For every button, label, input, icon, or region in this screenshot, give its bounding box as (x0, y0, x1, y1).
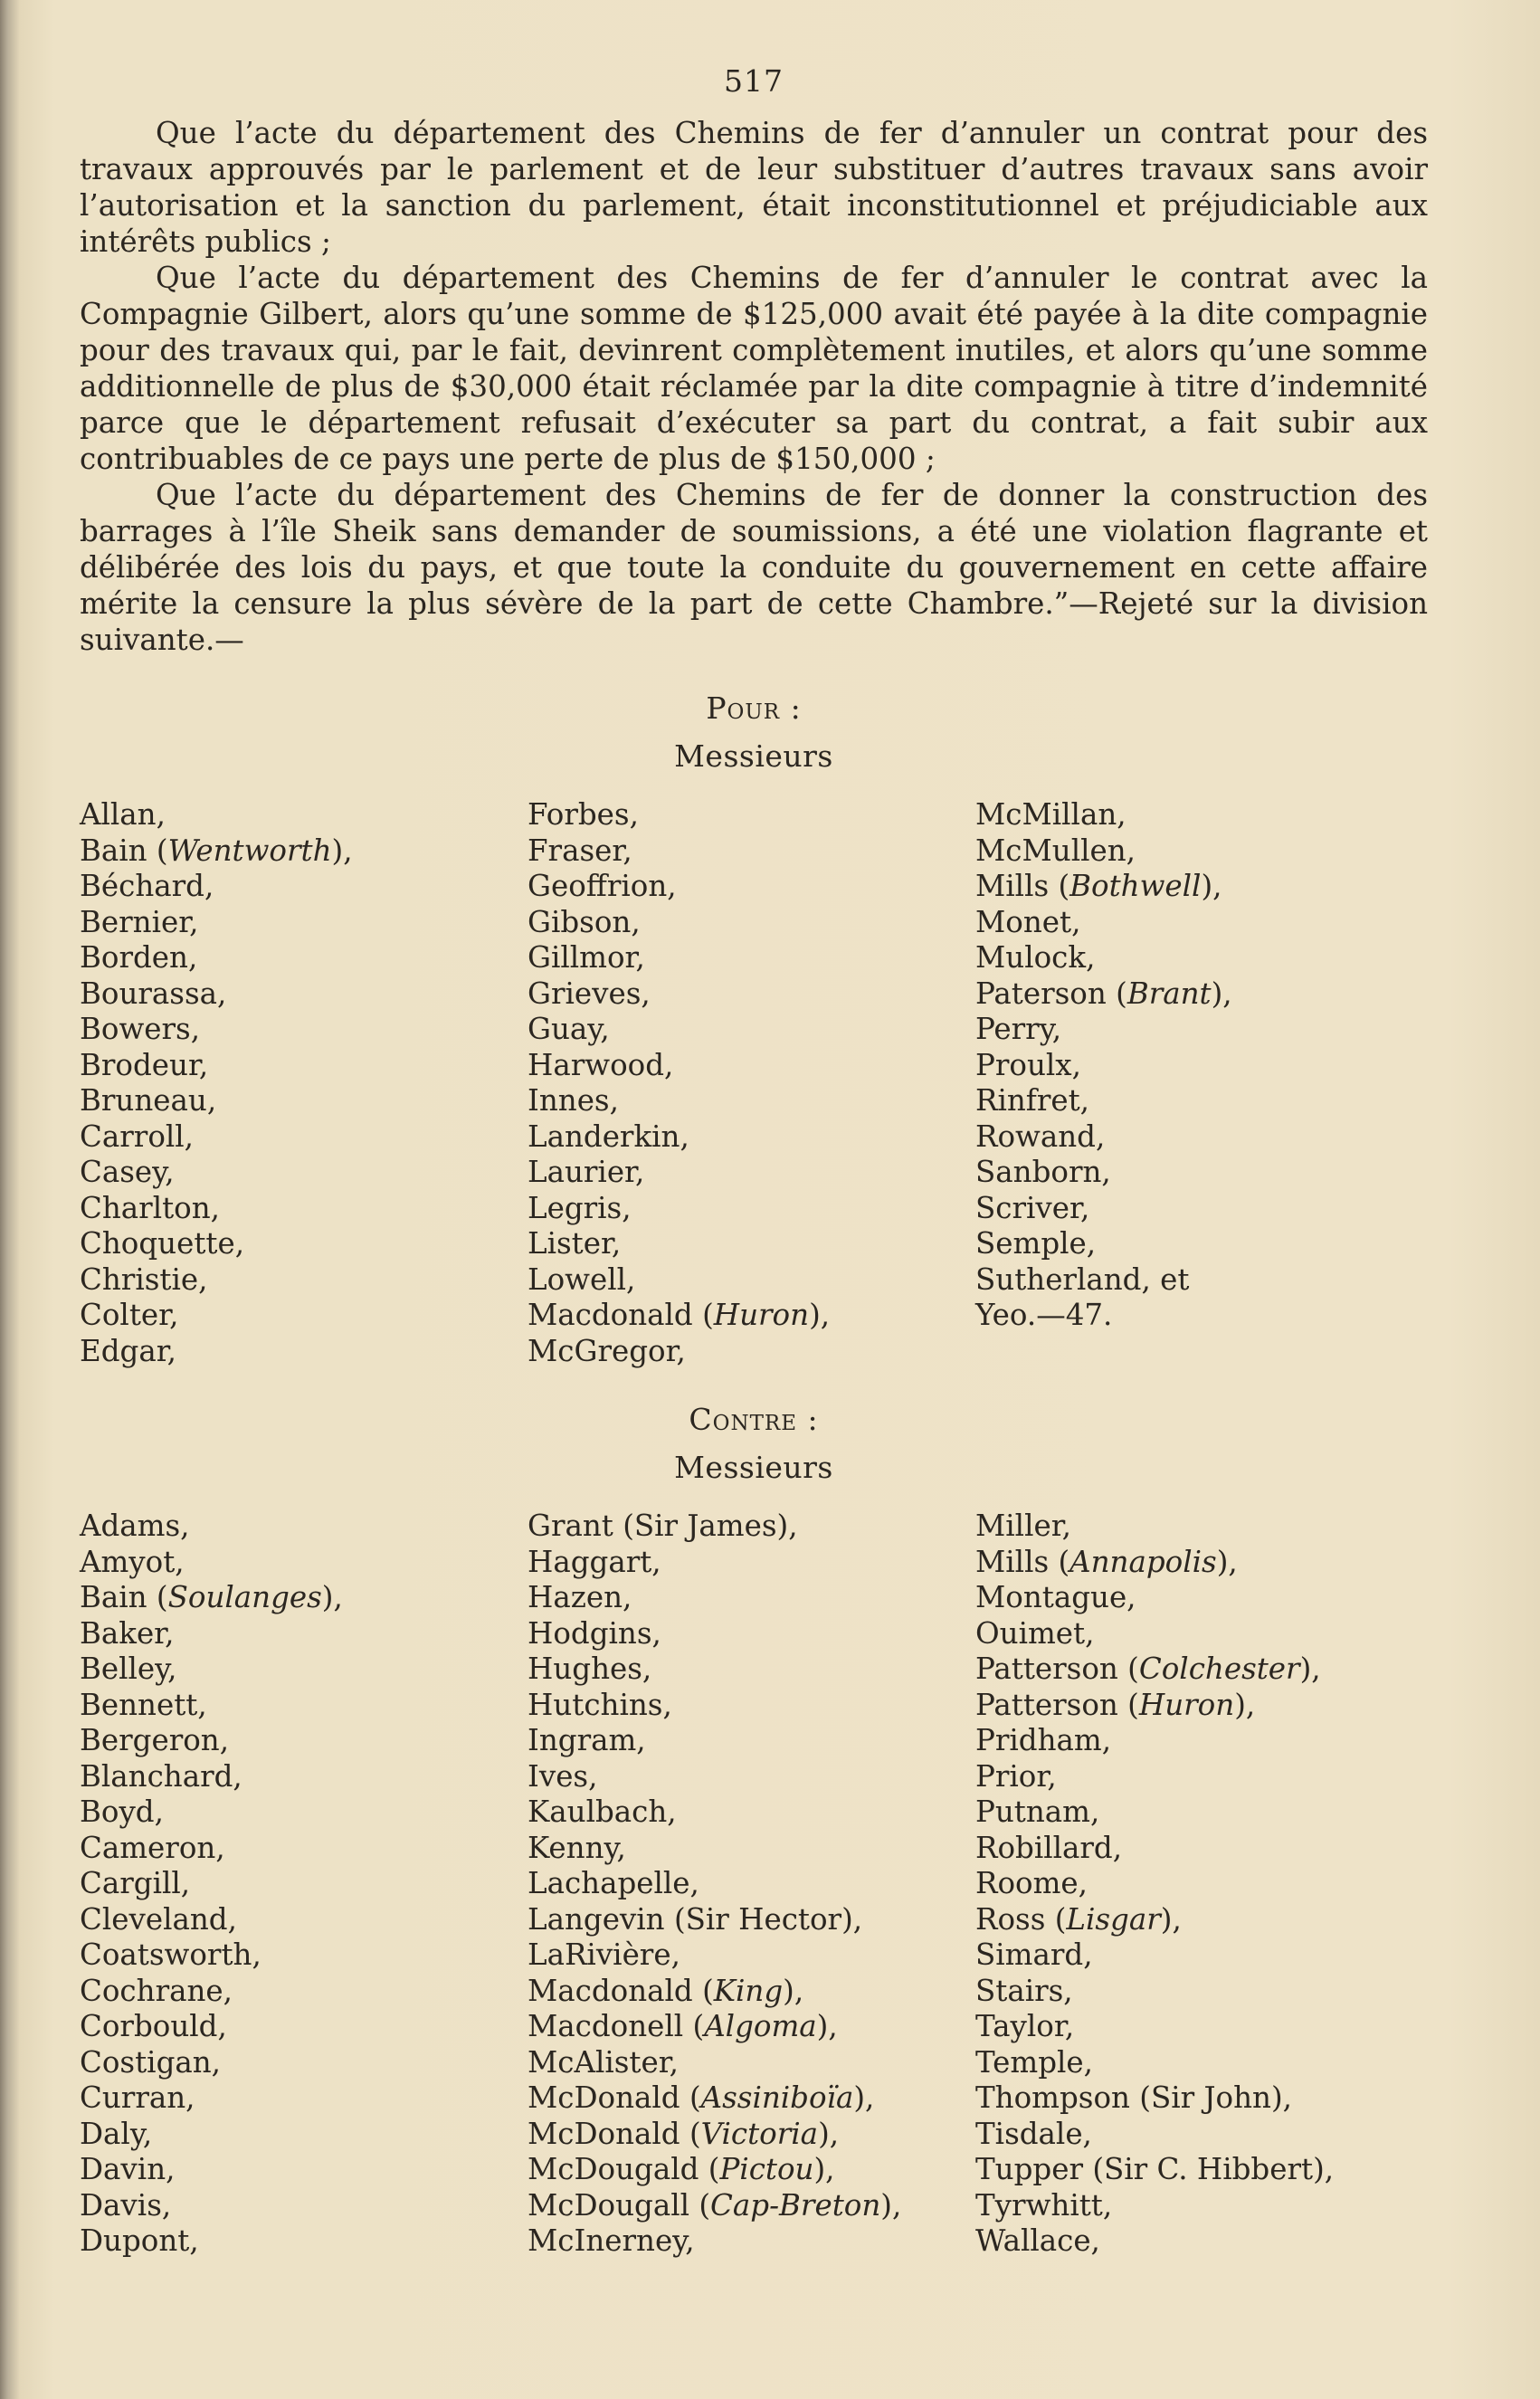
member-surname: Forbes, (528, 797, 639, 832)
member-punctuation: ), (1216, 1544, 1238, 1579)
member-surname: Davis, (80, 2187, 172, 2223)
paragraph-2: Que l’acte du département des Chemins de fer d’annuler le contrat avec la Compagnie Gilbert, alors qu’une somme de $125,000 avait été payée à la dite compagnie pour des travaux qui, par le fait, devinrent complètement inutiles, et alors qu’une somme additionnelle de plus de $30,000 était réclamée par la dite compagnie à titre d’indemnité parce que le département refusait d’exécuter sa part du contrat, a fait subir aux contribuables de ce pays une perte de plus de $150,000 ; (80, 261, 1428, 476)
member-surname: Tupper (Sir C. Hibbert), (975, 2152, 1335, 2186)
member-surname: Patterson ( (975, 1687, 1139, 1722)
member-riding: Soulanges (167, 1580, 322, 1614)
member-surname: Cargill, (80, 1866, 191, 1900)
pour-member-name (80, 1012, 528, 1048)
contre-member-name (528, 1794, 975, 1831)
member-surname: McInerney, (528, 2223, 695, 2258)
member-surname: Grieves, (528, 976, 651, 1011)
member-riding: Huron (713, 1298, 810, 1332)
member-surname: Pridham, (975, 1723, 1112, 1757)
member-punctuation: ), (1160, 1901, 1182, 1937)
pour-member-name (80, 797, 528, 833)
member-surname: Prior, (975, 1758, 1057, 1794)
member-surname: Brodeur, (80, 1047, 209, 1082)
contre-member-name (528, 1974, 975, 2010)
contre-member-name (80, 1902, 528, 1938)
member-punctuation: ), (818, 2116, 840, 2151)
member-surname: McMullen, (975, 833, 1136, 868)
contre-member-name (528, 2223, 975, 2260)
member-surname: Stairs, (975, 1973, 1073, 2008)
member-riding: Annapolis (1069, 1544, 1217, 1579)
member-riding: Huron (1138, 1687, 1235, 1722)
member-surname: Ingram, (528, 1723, 646, 1757)
page-content (80, 63, 1428, 2260)
member-surname: Laurier, (528, 1155, 645, 1189)
member-surname: Miller, (975, 1509, 1071, 1543)
contre-member-name (975, 2045, 1428, 2081)
contre-member-name (80, 1688, 528, 1724)
contre-member-name (528, 1831, 975, 1867)
member-surname: McDonald ( (528, 2116, 701, 2151)
contre-member-name (975, 2080, 1428, 2117)
member-surname: Guay, (528, 1012, 610, 1046)
member-surname: Lister, (528, 1226, 622, 1261)
member-surname: McGregor, (528, 1333, 686, 1368)
pour-member-name (528, 1155, 975, 1191)
page-number: 517 (724, 63, 784, 99)
member-surname: Simard, (975, 1937, 1093, 1972)
member-surname: Robillard, (975, 1830, 1123, 1865)
contre-member-name (528, 1688, 975, 1724)
member-surname: Roome, (975, 1866, 1088, 1900)
contre-member-name (80, 1652, 528, 1688)
contre-member-name (528, 1866, 975, 1902)
contre-member-name (80, 1616, 528, 1652)
pour-member-name (528, 1262, 975, 1299)
member-surname: Bruneau, (80, 1083, 217, 1118)
pour-member-name (80, 1191, 528, 1227)
contre-member-name (528, 2080, 975, 2117)
member-surname: Landerkin, (528, 1119, 689, 1154)
member-surname: Cochrane, (80, 1973, 233, 2008)
contre-heading (80, 1402, 1428, 1437)
member-surname: Sanborn, (975, 1155, 1111, 1189)
member-surname: Grant (Sir James), (528, 1509, 798, 1543)
pour-member-name (975, 797, 1428, 833)
pour-member-name (80, 1262, 528, 1299)
pour-member-name (528, 1334, 975, 1370)
contre-member-name (528, 2045, 975, 2081)
pour-member-name (528, 905, 975, 941)
member-surname: Kenny, (528, 1830, 626, 1865)
contre-member-name (975, 1652, 1428, 1688)
pour-column-1 (80, 797, 528, 1369)
member-surname: Hazen, (528, 1580, 632, 1614)
member-surname: Casey, (80, 1155, 175, 1189)
contre-member-name (975, 1866, 1428, 1902)
contre-messieurs: Messieurs (674, 1450, 833, 1485)
member-surname: Hodgins, (528, 1615, 661, 1651)
contre-member-name (528, 1759, 975, 1795)
contre-member-name (975, 1937, 1428, 1974)
member-surname: Bergeron, (80, 1723, 230, 1757)
contre-member-name (80, 2188, 528, 2224)
contre-member-name (80, 1723, 528, 1759)
pour-member-name (80, 940, 528, 976)
contre-names-list (80, 1509, 1428, 2260)
contre-block (80, 1402, 1428, 2260)
pour-member-name (975, 1226, 1428, 1262)
contre-member-name (975, 1509, 1428, 1545)
pour-member-name (528, 1083, 975, 1119)
paragraph-1: Que l’acte du département des Chemins de fer d’annuler un contrat pour des travaux approuvés par le parlement et de leur substituer d’autres travaux sans avoir l’autorisation et la sanction du parlement, était inconstitutionnel et préjudiciable aux intérêts publics ; (80, 116, 1428, 259)
member-surname: McDonald ( (528, 2080, 701, 2115)
member-surname: Cleveland, (80, 1901, 237, 1937)
member-surname: Perry, (975, 1012, 1062, 1046)
member-surname: Macdonell ( (528, 2009, 705, 2043)
member-surname: Sutherland, et (975, 1261, 1190, 1297)
pour-member-name (975, 869, 1428, 905)
member-riding: Assiniboïa (700, 2080, 854, 2115)
member-surname: Semple, (975, 1226, 1097, 1261)
pour-heading-label: Pour : (706, 690, 802, 726)
contre-member-name (80, 1509, 528, 1545)
member-surname: Bourassa, (80, 976, 227, 1011)
member-riding: Brant (1126, 976, 1212, 1011)
member-surname: Harwood, (528, 1047, 674, 1082)
member-punctuation: ), (1299, 1652, 1321, 1686)
contre-column-1 (80, 1509, 528, 2260)
pour-member-name (528, 833, 975, 870)
pour-member-name (975, 1262, 1428, 1299)
member-riding: Algoma (704, 2009, 817, 2043)
contre-member-name (80, 1580, 528, 1616)
member-surname: Béchard, (80, 869, 214, 903)
contre-member-name (80, 1545, 528, 1581)
member-surname: Corbould, (80, 2009, 227, 2043)
contre-member-name (975, 1616, 1428, 1652)
contre-member-name (528, 1937, 975, 1974)
contre-member-name (975, 1580, 1428, 1616)
member-surname: Kaulbach, (528, 1794, 677, 1829)
member-surname: Macdonald ( (528, 1973, 714, 2008)
contre-member-name (528, 1580, 975, 1616)
pour-member-name (975, 1119, 1428, 1156)
pour-messieurs: Messieurs (674, 738, 833, 774)
member-surname: Belley, (80, 1652, 177, 1686)
pour-member-name (80, 869, 528, 905)
pour-member-name (975, 976, 1428, 1013)
member-punctuation: ), (783, 1973, 804, 2008)
member-surname: Blanchard, (80, 1758, 242, 1794)
member-surname: Scriver, (975, 1190, 1090, 1225)
contre-member-name (975, 2223, 1428, 2260)
contre-member-name (975, 2009, 1428, 2045)
pour-member-name (528, 1048, 975, 1084)
pour-member-name (80, 1048, 528, 1084)
contre-member-name (80, 1831, 528, 1867)
contre-member-name (528, 1545, 975, 1581)
contre-member-name (80, 2045, 528, 2081)
pour-heading (80, 690, 1428, 726)
pour-member-name (528, 1191, 975, 1227)
member-punctuation: ), (321, 1580, 343, 1614)
member-surname: Legris, (528, 1190, 632, 1225)
member-riding: Colchester (1138, 1652, 1300, 1686)
pour-member-name (80, 905, 528, 941)
contre-member-name (80, 1974, 528, 2010)
contre-member-name (80, 1794, 528, 1831)
pour-member-name (975, 1012, 1428, 1048)
member-surname: Hughes, (528, 1652, 652, 1686)
pour-member-name (528, 1226, 975, 1262)
member-surname: Tyrwhitt, (975, 2187, 1113, 2223)
contre-member-name (528, 1509, 975, 1545)
member-surname: Hutchins, (528, 1687, 672, 1722)
member-surname: Colter, (80, 1298, 179, 1332)
pour-member-name (975, 1083, 1428, 1119)
member-surname: Cameron, (80, 1830, 225, 1865)
member-surname: Innes, (528, 1083, 619, 1118)
member-riding: Bothwell (1069, 869, 1202, 903)
contre-member-name (528, 1616, 975, 1652)
member-surname: Christie, (80, 1261, 208, 1297)
member-surname: Charlton, (80, 1190, 220, 1225)
member-surname: Paterson ( (975, 976, 1127, 1011)
member-surname: Proulx, (975, 1047, 1081, 1082)
member-surname: Curran, (80, 2080, 195, 2115)
member-surname: Bennett, (80, 1687, 207, 1722)
pour-member-name (80, 833, 528, 870)
contre-member-name (528, 1652, 975, 1688)
member-surname: Baker, (80, 1615, 175, 1651)
member-surname: LaRivière, (528, 1937, 680, 1972)
pour-member-name (80, 976, 528, 1013)
member-surname: Adams, (80, 1509, 190, 1543)
pour-member-name (80, 1226, 528, 1262)
paragraph-3: Que l’acte du département des Chemins de fer de donner la construction des barrages à l’île Sheik sans demander de soumissions, a été une violation flagrante et délibérée des lois du pays, et que toute la conduite du gouvernement en cette affaire mérite la censure la plus sévère de la part de cette Chambre.”—Rejeté sur la division suivante.— (80, 478, 1428, 657)
contre-member-name (975, 2117, 1428, 2153)
contre-member-name (528, 1902, 975, 1938)
member-surname: McDougald ( (528, 2152, 720, 2186)
contre-member-name (975, 1794, 1428, 1831)
pour-names-list (80, 797, 1428, 1369)
contre-member-name (528, 2152, 975, 2188)
member-surname: Davin, (80, 2152, 176, 2186)
pour-member-name (528, 1298, 975, 1334)
member-surname: Rinfret, (975, 1083, 1089, 1118)
member-surname: McDougall ( (528, 2187, 711, 2223)
contre-heading-label: Contre : (689, 1402, 819, 1437)
contre-column-2 (528, 1509, 975, 2260)
member-riding: King (713, 1973, 784, 2008)
member-surname: Ross ( (975, 1901, 1067, 1937)
contre-column-3 (975, 1509, 1428, 2260)
contre-member-name (80, 1866, 528, 1902)
contre-member-name (975, 2152, 1428, 2188)
pour-member-name (528, 1012, 975, 1048)
member-surname: Tisdale, (975, 2116, 1092, 2151)
pour-member-name (975, 1048, 1428, 1084)
member-surname: Yeo.—47. (975, 1298, 1113, 1332)
pour-member-name (528, 869, 975, 905)
member-surname: Bernier, (80, 904, 199, 939)
member-surname: Daly, (80, 2116, 153, 2151)
member-surname: Monet, (975, 904, 1081, 939)
member-surname: Amyot, (80, 1544, 185, 1579)
member-surname: Mulock, (975, 940, 1096, 975)
pour-member-name (975, 833, 1428, 870)
member-surname: Boyd, (80, 1794, 164, 1829)
member-surname: Allan, (80, 797, 166, 832)
member-surname: Geoffrion, (528, 869, 677, 903)
contre-member-name (80, 2080, 528, 2117)
contre-member-name (80, 1759, 528, 1795)
pour-member-name (975, 905, 1428, 941)
member-surname: Edgar, (80, 1333, 177, 1368)
member-surname: Costigan, (80, 2044, 222, 2080)
member-surname: Patterson ( (975, 1652, 1139, 1686)
pour-member-name (975, 1155, 1428, 1191)
member-surname: Choquette, (80, 1226, 245, 1261)
pour-member-name (80, 1119, 528, 1156)
pour-member-name (528, 1119, 975, 1156)
member-surname: Gillmor, (528, 940, 645, 975)
member-surname: Coatsworth, (80, 1937, 261, 1972)
member-surname: Wallace, (975, 2223, 1100, 2258)
member-surname: Langevin (Sir Hector), (528, 1901, 863, 1937)
contre-member-name (975, 1902, 1428, 1938)
pour-member-name (975, 940, 1428, 976)
member-surname: Thompson (Sir John), (975, 2080, 1292, 2115)
member-surname: Ouimet, (975, 1615, 1095, 1651)
pour-column-2 (528, 797, 975, 1369)
member-surname: Lachapelle, (528, 1866, 699, 1900)
member-surname: Lowell, (528, 1261, 636, 1297)
member-punctuation: ), (1234, 1687, 1256, 1722)
member-surname: Carroll, (80, 1119, 195, 1154)
member-riding: Wentworth (167, 833, 332, 868)
member-surname: Gibson, (528, 904, 641, 939)
member-riding: Lisgar (1066, 1901, 1161, 1937)
contre-member-name (80, 1937, 528, 1974)
member-surname: Temple, (975, 2044, 1093, 2080)
pour-member-name (80, 1298, 528, 1334)
contre-member-name (528, 2188, 975, 2224)
member-surname: Borden, (80, 940, 198, 975)
contre-member-name (975, 2188, 1428, 2224)
contre-member-name (80, 2009, 528, 2045)
member-punctuation: ), (816, 2009, 838, 2043)
member-surname: Montague, (975, 1580, 1136, 1614)
pour-member-name (528, 976, 975, 1013)
member-surname: Macdonald ( (528, 1298, 714, 1332)
member-surname: Taylor, (975, 2009, 1075, 2043)
member-punctuation: ), (809, 1298, 831, 1332)
contre-member-name (80, 2152, 528, 2188)
pour-member-name (80, 1334, 528, 1370)
contre-member-name (80, 2117, 528, 2153)
member-surname: Bowers, (80, 1012, 201, 1046)
member-surname: Fraser, (528, 833, 632, 868)
pour-member-name (528, 797, 975, 833)
member-punctuation: ), (1201, 869, 1222, 903)
contre-member-name (975, 1759, 1428, 1795)
member-surname: Dupont, (80, 2223, 199, 2258)
contre-member-name (528, 2009, 975, 2045)
member-surname: Ives, (528, 1758, 598, 1794)
member-punctuation: ), (813, 2152, 835, 2186)
pour-member-name (975, 1191, 1428, 1227)
member-surname: McMillan, (975, 797, 1126, 832)
member-surname: McAlister, (528, 2044, 680, 2080)
pour-member-name (80, 1083, 528, 1119)
pour-member-name (80, 1155, 528, 1191)
member-riding: Victoria (700, 2116, 819, 2151)
contre-member-name (975, 1723, 1428, 1759)
contre-member-name (528, 1723, 975, 1759)
pour-member-name (975, 1298, 1428, 1334)
member-surname: Mills ( (975, 1544, 1070, 1579)
contre-member-name (975, 1831, 1428, 1867)
member-surname: Haggart, (528, 1544, 661, 1579)
contre-member-name (975, 1545, 1428, 1581)
member-punctuation: ), (880, 2187, 902, 2223)
member-punctuation: ), (1211, 976, 1232, 1011)
member-surname: Bain ( (80, 833, 168, 868)
pour-member-name (528, 940, 975, 976)
member-riding: Cap-Breton (710, 2187, 881, 2223)
member-punctuation: ), (331, 833, 353, 868)
contre-member-name (528, 2117, 975, 2153)
member-riding: Pictou (719, 2152, 814, 2186)
contre-member-name (975, 1688, 1428, 1724)
member-surname: Rowand, (975, 1119, 1106, 1154)
member-punctuation: ), (853, 2080, 875, 2115)
member-surname: Putnam, (975, 1794, 1100, 1829)
pour-column-3 (975, 797, 1428, 1369)
member-surname: Bain ( (80, 1580, 168, 1614)
contre-member-name (975, 1974, 1428, 2010)
contre-member-name (80, 2223, 528, 2260)
member-surname: Mills ( (975, 869, 1070, 903)
